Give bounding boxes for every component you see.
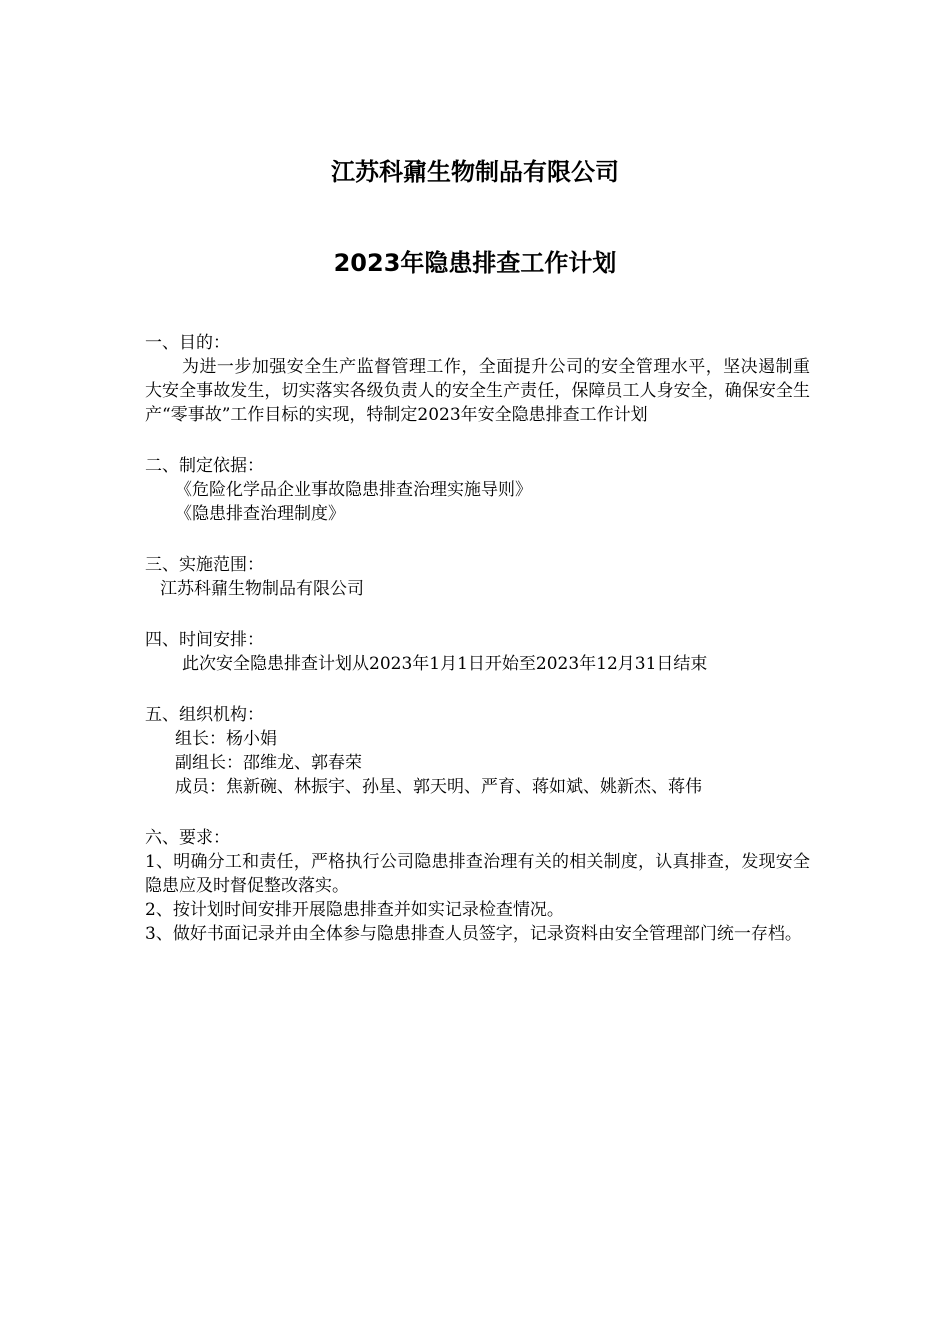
- scope-text: 江苏科鼐生物制品有限公司: [160, 579, 364, 599]
- section-heading-purpose: 一、目的：: [145, 333, 230, 353]
- section-heading-scope: 三、实施范围：: [145, 555, 264, 575]
- document-body: [145, 331, 810, 946]
- section-heading-schedule: 四、时间安排：: [145, 630, 264, 650]
- requirement-item: 2、按计划时间安排开展隐患排查并如实记录检查情况。: [145, 900, 564, 920]
- basis-item: 《危险化学品企业事故隐患排查治理实施导则》: [175, 480, 532, 500]
- requirement-item: 1、明确分工和责任，严格执行公司隐患排查治理有关的相关制度，认真排查，发现安全隐患应及时督促整改落实。: [145, 852, 810, 896]
- org-members: 成员：焦新碗、林振宇、孙星、郭天明、严育、蒋如斌、姚新杰、蒋伟: [175, 777, 702, 797]
- basis-item: 《隐患排查治理制度》: [175, 504, 345, 524]
- plan-title: 2023年隐患排查工作计划: [333, 249, 617, 277]
- requirement-item: 3、做好书面记录并由全体参与隐患排查人员签字，记录资料由安全管理部门统一存档。: [145, 924, 802, 944]
- company-title: 江苏科鼐生物制品有限公司: [331, 158, 619, 186]
- schedule-text: 此次安全隐患排查计划从2023年1月1日开始至2023年12月31日结束: [182, 654, 708, 674]
- org-leader: 组长：杨小娟: [175, 729, 277, 749]
- purpose-paragraph: [145, 355, 810, 427]
- section-heading-requirements: 六、要求：: [145, 828, 230, 848]
- section-heading-basis: 二、制定依据：: [145, 456, 264, 476]
- org-deputy: 副组长：邵维龙、郭春荣: [175, 753, 362, 773]
- purpose-text: 为进一步加强安全生产监督管理工作，全面提升公司的安全管理水平，坚决遏制重大安全事故发生，切实落实各级负责人的安全生产责任，保障员工人身安全，确保安全生产“零事故”工作目标的实现，特制定2023年安全隐患排查工作计划: [145, 357, 810, 425]
- section-heading-organization: 五、组织机构：: [145, 705, 264, 725]
